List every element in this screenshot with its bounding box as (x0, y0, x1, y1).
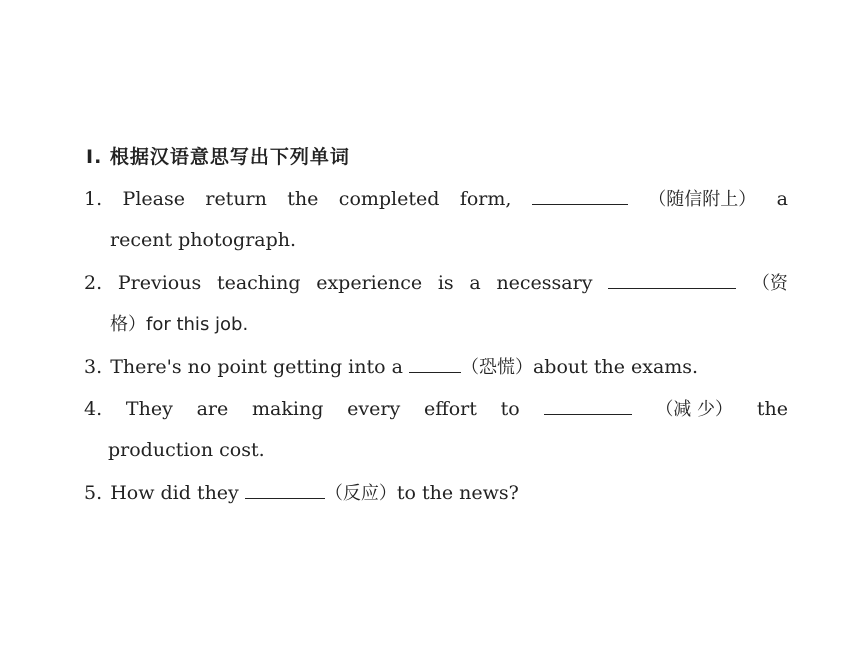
answer-blank-1[interactable] (532, 186, 628, 205)
sentence-before: There's no point getting into a (110, 356, 403, 378)
word: teaching (216, 272, 301, 294)
question-1-line-1 (84, 186, 788, 212)
word: return (205, 188, 267, 210)
chinese-hint: （恐慌） (460, 357, 533, 378)
question-3-line-1 (84, 354, 788, 380)
word: is (437, 272, 454, 294)
word: completed (338, 188, 440, 210)
word: experience (316, 272, 423, 294)
answer-blank-5[interactable] (245, 480, 325, 499)
question-number: 3. (84, 356, 103, 378)
sentence-before: How did they (110, 482, 239, 504)
question-2-line-2 (110, 312, 710, 337)
word: a (776, 188, 788, 210)
sentence-after: about the exams. (532, 356, 699, 378)
word: to (500, 398, 520, 420)
word: are (196, 398, 229, 420)
question-4-line-2: production cost. (108, 439, 265, 461)
question-number: 2. (84, 272, 103, 294)
word: Please (122, 188, 185, 210)
section-heading: Ⅰ. 根据汉语意思写出下列单词 (86, 146, 350, 168)
chinese-hint-continued: 格）for this job. (110, 314, 249, 335)
question-2-line-1 (84, 270, 788, 296)
question-1-line-2: recent photograph. (110, 229, 297, 251)
word: making (252, 398, 324, 420)
answer-blank-3[interactable] (409, 354, 461, 373)
chinese-hint: （反应） (324, 483, 397, 504)
chinese-hint: （减 少） (655, 399, 734, 420)
word: Previous (117, 272, 202, 294)
word: a (469, 272, 481, 294)
sentence-after: to the news? (396, 482, 519, 504)
word: They (125, 398, 173, 420)
answer-blank-2[interactable] (608, 270, 736, 289)
word: the (287, 188, 319, 210)
chinese-hint: （资 (751, 273, 788, 294)
question-5-line-1 (84, 480, 788, 506)
word: necessary (496, 272, 593, 294)
chinese-hint: （随信附上） (648, 189, 757, 210)
word: effort (423, 398, 477, 420)
question-number: 1. (84, 188, 103, 210)
question-number: 5. (84, 482, 103, 504)
question-4-line-1 (84, 396, 788, 422)
question-number: 4. (84, 398, 103, 420)
word: form, (459, 188, 512, 210)
word: the (756, 398, 788, 420)
answer-blank-4[interactable] (544, 396, 632, 415)
word: every (347, 398, 401, 420)
